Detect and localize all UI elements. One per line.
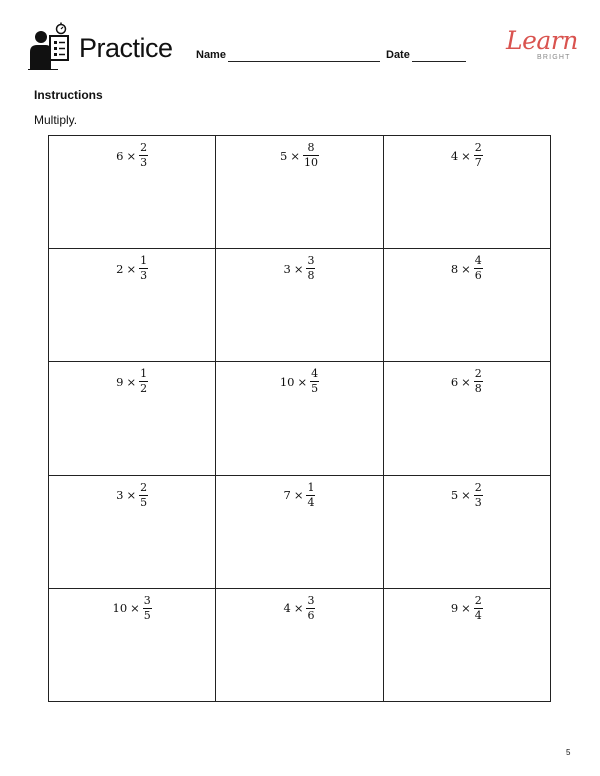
denominator: 6 (307, 608, 315, 622)
whole-number: 9 (450, 601, 459, 616)
name-field[interactable] (228, 61, 380, 62)
denominator: 2 (140, 382, 148, 396)
problem-cell[interactable] (49, 136, 216, 249)
whole-number: 7 (283, 488, 291, 503)
problem-cell[interactable] (49, 249, 216, 362)
whole-number: 6 (450, 374, 459, 389)
problem-cell[interactable] (49, 589, 216, 702)
numerator: 8 (307, 141, 315, 154)
numerator: 1 (307, 480, 315, 494)
multiply-sign: × (293, 488, 304, 503)
denominator: 5 (311, 382, 319, 396)
whole-number: 4 (450, 148, 459, 163)
problem-expression (384, 142, 550, 169)
multiply-sign: × (461, 488, 471, 503)
numerator: 2 (140, 480, 148, 494)
denominator: 8 (307, 269, 315, 283)
problem-expression (384, 368, 550, 395)
fraction (143, 595, 152, 622)
whole-number: 6 (116, 148, 124, 163)
numerator: 3 (307, 254, 315, 268)
fraction (139, 142, 148, 169)
problem-expression (216, 368, 382, 395)
denominator: 6 (474, 269, 482, 283)
fraction (474, 368, 483, 395)
problem-cell[interactable] (384, 362, 551, 475)
problem-cell[interactable] (216, 476, 383, 589)
fraction (306, 482, 315, 509)
problem-cell[interactable] (384, 589, 551, 702)
page-number: 5 (566, 748, 571, 757)
problem-expression (384, 255, 550, 282)
problem-cell[interactable] (216, 589, 383, 702)
logo-wordmark: Learn (506, 26, 578, 55)
problem-cell[interactable] (216, 136, 383, 249)
whole-number: 10 (112, 601, 128, 616)
multiply-sign: × (461, 601, 471, 616)
whole-number: 5 (450, 488, 459, 503)
denominator: 10 (303, 156, 318, 169)
multiply-sign: × (293, 601, 304, 616)
multiply-sign: × (461, 148, 471, 163)
student-worksheet-icon (28, 22, 74, 70)
numerator: 1 (140, 367, 148, 381)
numerator: 2 (140, 141, 148, 154)
problem-expression (384, 482, 550, 509)
problem-grid (48, 135, 551, 702)
whole-number: 4 (283, 601, 291, 616)
fraction (474, 142, 483, 169)
whole-number: 8 (450, 261, 459, 276)
problem-cell[interactable] (384, 136, 551, 249)
fraction (139, 368, 148, 395)
page-title: Practice (79, 33, 173, 63)
problem-cell[interactable] (216, 362, 383, 475)
problem-cell[interactable] (384, 476, 551, 589)
whole-number: 10 (279, 374, 295, 389)
multiply-sign: × (130, 601, 140, 616)
problem-expression (384, 595, 550, 622)
problem-expression (216, 255, 382, 282)
denominator: 4 (307, 495, 315, 509)
problem-cell[interactable] (384, 249, 551, 362)
multiply-sign: × (126, 488, 137, 503)
multiply-sign: × (126, 148, 137, 163)
problem-expression (216, 142, 382, 169)
instructions-heading: Instructions (34, 88, 103, 102)
numerator: 2 (474, 593, 482, 607)
denominator: 3 (140, 156, 148, 169)
multiply-sign: × (126, 374, 137, 389)
denominator: 3 (140, 269, 148, 283)
denominator: 8 (474, 382, 482, 396)
problem-cell[interactable] (216, 249, 383, 362)
numerator: 4 (311, 367, 319, 381)
instructions-text: Multiply. (34, 113, 78, 127)
whole-number: 3 (116, 488, 124, 503)
problem-expression (49, 595, 215, 622)
learn-bright-logo (506, 26, 582, 64)
problem-expression (49, 142, 215, 169)
multiply-sign: × (290, 148, 300, 163)
denominator: 3 (474, 495, 482, 509)
fraction (310, 368, 319, 395)
denominator: 5 (140, 495, 148, 509)
multiply-sign: × (293, 261, 304, 276)
whole-number: 9 (116, 374, 124, 389)
whole-number: 3 (283, 261, 291, 276)
multiply-sign: × (297, 374, 308, 389)
multiply-sign: × (461, 374, 471, 389)
numerator: 4 (474, 254, 482, 268)
date-field[interactable] (412, 61, 466, 62)
worksheet-header (0, 0, 600, 80)
fraction (303, 142, 319, 169)
whole-number: 2 (116, 261, 124, 276)
problem-cell[interactable] (49, 362, 216, 475)
fraction (139, 482, 148, 509)
name-label: Name (196, 49, 226, 61)
denominator: 7 (474, 156, 482, 169)
denominator: 5 (143, 608, 151, 622)
problem-expression (49, 482, 215, 509)
multiply-sign: × (126, 261, 137, 276)
fraction (306, 595, 315, 622)
numerator: 3 (307, 593, 315, 607)
problem-expression (216, 482, 382, 509)
problem-cell[interactable] (49, 476, 216, 589)
numerator: 1 (140, 254, 148, 268)
problem-expression (49, 368, 215, 395)
multiply-sign: × (461, 261, 471, 276)
whole-number: 5 (280, 148, 288, 163)
fraction (139, 255, 148, 282)
denominator: 4 (474, 608, 482, 622)
date-label: Date (386, 49, 410, 61)
problem-expression (216, 595, 382, 622)
fraction (474, 255, 483, 282)
numerator: 2 (474, 367, 482, 381)
numerator: 3 (143, 593, 151, 607)
logo-subtitle: BRIGHT (537, 54, 571, 61)
fraction (474, 595, 483, 622)
numerator: 2 (474, 141, 482, 154)
fraction (474, 482, 483, 509)
problem-expression (49, 255, 215, 282)
numerator: 2 (474, 480, 482, 494)
fraction (306, 255, 315, 282)
